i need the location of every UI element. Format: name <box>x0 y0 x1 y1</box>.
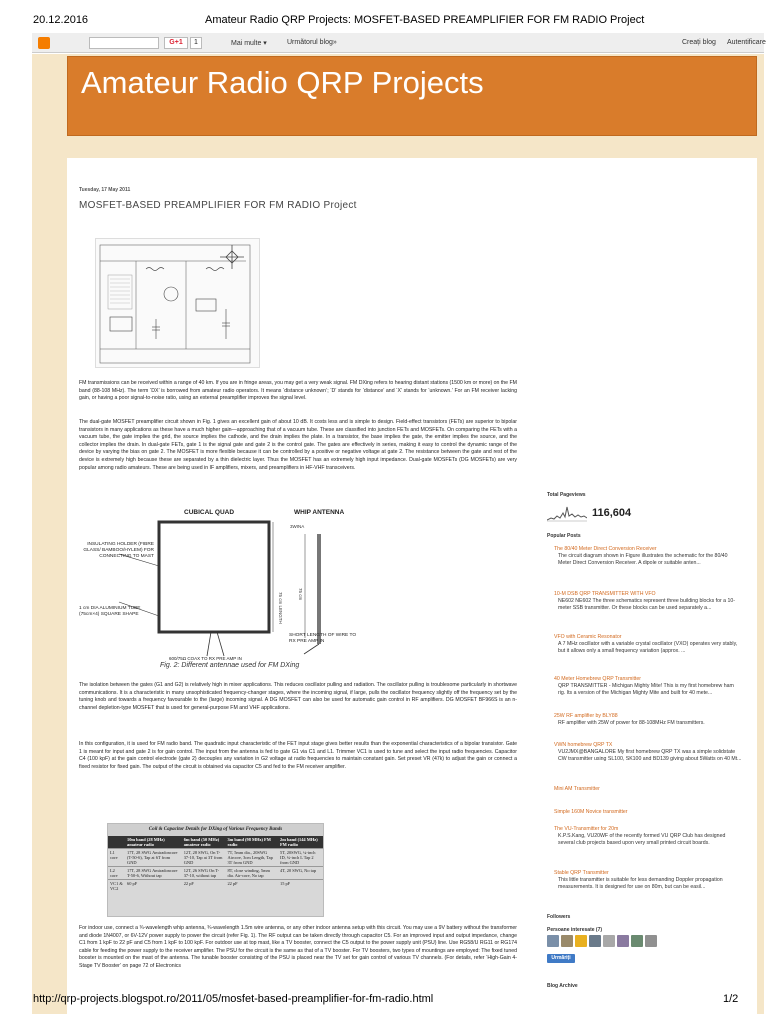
print-page-title: Amateur Radio QRP Projects: MOSFET-BASED PREAMPLIFIER FOR FM RADIO Project <box>205 14 645 26</box>
pageviews-sparkline-icon <box>547 504 587 522</box>
popular-post-snippet: This little transmitter is suitable for less demanding Doppler propagation measurements. It is designed for use on 80m, but can be easil... <box>558 877 723 890</box>
more-menu[interactable]: Mai multe ▾ <box>231 40 267 47</box>
table-cell: 17T, 28 SWG Amiradoncore (T-50-6), Tap at 6T from GND <box>125 849 182 867</box>
print-url: http://qrp-projects.blogspot.ro/2011/05/mosfet-based-preamplifier-for-fm-radio.html <box>33 993 434 1005</box>
popular-post-snippet: A 7 MHz oscillator with a variable crystal oscillator (VXO) operates very stably, but it allows only a small frequency variation (approx. ... <box>558 641 738 654</box>
popular-post-link[interactable]: VFO with Ceramic Resonator <box>554 634 622 640</box>
popular-post-snippet: K.P.S.Kang, VU20WF of the recently formed VU QRP Club has designed several club projects based upon very small printed circuit boards. <box>558 833 726 846</box>
blog-title[interactable]: Amateur Radio QRP Projects <box>81 65 484 100</box>
popular-post-item <box>554 742 742 762</box>
popular-post-item <box>554 591 742 611</box>
table-header: 6m band (50 MHz) amateur radio <box>182 836 226 849</box>
popular-post-snippet: VU2JMX@BANGALORE My first homebrew QRP TX was a simple solidstate CW transmitter using SL100, SK100 and BD139 giving about 5Watts on 40 Mt... <box>558 749 742 762</box>
label-insulating-holder: INSULATING HOLDER (FIBRE GLASS/ BAMBOO/HYLEM) FOR CONNECTING TO MAST <box>83 542 154 559</box>
table-cell: 22 pF <box>182 880 226 893</box>
post-date: Tuesday, 17 May 2011 <box>79 187 131 193</box>
post-paragraph-2: The dual-gate MOSFET preamplifier circuit shown in Fig. 1 gives an excellent gain of about 10 dB. It costs less and is simple to design. Field-effect transistors (FETs) are superior to bipolar transistors in many applications as these have a much higher gain—approaching that of a vacuum tube. These are classified into junction FETs and MOSFETs. On comparing the FETs with a vacuum tube, the gate implies the grid, the source implies the cathode, and the drain implies the plate. In a transistor, the base implies the gate, the emitter implies the source, and the collector implies the drain. In dual-gate FETs, gate 1 is the signal gate and gate 2 is the control gate. The gates are effectively in series, making it easy to control the dynamic range of the device by varying the bias on gate 2. The MOSFET is more flexible because it can be controlled by a positive or negative voltage at gate 2. The resistance between the gate and rest of the device is extremely high because these are separated by a thin dielectric layer. Thus the MOSFET has an extremely high input impedance. Dual-gate MOSFETs (DG MOSFETs) are very popular among radio amateurs. These are being used in IF amplifiers, mixers, and preamplifiers in HF-VHF transceivers. <box>79 419 517 471</box>
popular-post-link[interactable]: 40 Meter Homebrew QRP Transmitter <box>554 676 641 682</box>
print-date: 20.12.2016 <box>33 14 89 26</box>
popular-post-link[interactable]: Simple 160M Novice transmitter <box>554 809 628 815</box>
follower-avatar[interactable] <box>575 935 587 947</box>
popular-post-link[interactable]: Mini AM Transmitter <box>554 786 600 792</box>
circuit-schematic-image <box>95 238 260 368</box>
print-header <box>0 0 768 30</box>
table-cell: 22 pF <box>225 880 278 893</box>
pageviews-count: 116,604 <box>592 507 632 519</box>
table-header <box>108 836 125 849</box>
antenna-figure <box>79 506 360 673</box>
table-header: 3m band (98 MHz) FM radio <box>225 836 278 849</box>
table-cell: 12T, 28 SWG, On T-37-10, Tap at 3T from GND <box>182 849 226 867</box>
table-cell: 12T, 26 SWG On T-37-10, without tap <box>182 867 226 880</box>
blogger-navbar <box>32 33 764 53</box>
popular-post-snippet: NE602 NE602 The three schematics represent three building blocks for a 10-meter SSB transmitter. Or these blocks can be used separately a... <box>558 598 735 611</box>
blogger-logo-icon[interactable] <box>38 37 50 49</box>
popular-post-link[interactable]: 25W RF amplifier by BLY88 <box>554 713 618 719</box>
coil-capacitor-table <box>107 823 324 917</box>
popular-post-item <box>554 713 742 727</box>
table-header: 2m band (144 MHz) FM radio <box>278 836 323 849</box>
label-wire: 3WINA <box>290 524 305 529</box>
post-paragraph-3: The isolation between the gates (G1 and G2) is relatively high in mixer applications. This reduces oscillator pulling and radiation. The oscillator pulling is troublesome particularly in shortwave communications. It is a characteristic in many unsophisticated frequency-changer stages, where the incoming signal, if large, pulls the oscillator frequency slightly off the frequency set by the tuning knob and towards a frequency favourable to the (large) incoming signal. A DG MOSFET can also be used for automatic gain control in RF amplifiers. DG MOSFET BF966S is an n-channel depletion-type MOSFET that is used for general-purpose FM and VHF applications. <box>79 682 517 711</box>
table-row <box>108 880 323 893</box>
follower-avatar[interactable] <box>631 935 643 947</box>
gplus-button[interactable]: G+1 <box>164 37 188 49</box>
table-cell: 17T, 28 SWG Amiradoncore T-50-6, Without tap <box>125 867 182 880</box>
table-cell: VC1 & VC2 <box>108 880 125 893</box>
table-header-row <box>108 836 323 849</box>
blog-archive-heading: Blog Archive <box>547 983 578 989</box>
popular-post-snippet: RF amplifier with 25W of power for 88-108MHz FM transmitters. <box>558 720 705 726</box>
table-cell: L1 core <box>108 849 125 867</box>
follower-avatar[interactable] <box>589 935 601 947</box>
popular-post-item <box>554 546 742 566</box>
popular-post-link[interactable]: VWN homebrew QRP TX <box>554 742 613 748</box>
table-cell: L2 core <box>108 867 125 880</box>
popular-post-item <box>554 786 742 793</box>
popular-post-item <box>554 870 742 890</box>
popular-post-item <box>554 634 742 654</box>
label-dim1: 75 cm LENGTH <box>278 592 283 624</box>
table-row <box>108 849 323 867</box>
blog-header <box>67 56 757 136</box>
popular-post-item <box>554 676 742 696</box>
popular-post-link[interactable]: 10-M DSB QRP TRANSMITTER WITH VFO <box>554 591 656 597</box>
popular-post-link[interactable]: Stable QRP Transmitter <box>554 870 609 876</box>
table-cell: 60 pF <box>125 880 182 893</box>
print-page-number: 1/2 <box>723 993 739 1005</box>
follower-avatar[interactable] <box>617 935 629 947</box>
table-caption: Coil & Capacitor Details for DXing of Various Frequency Bands <box>108 824 323 836</box>
table-cell: 8T, close winding, 5mm dia. Air-core, No tap <box>225 867 278 880</box>
next-blog-link[interactable]: Următorul blog» <box>287 39 337 46</box>
search-input[interactable] <box>89 37 159 49</box>
popular-post-snippet: The circuit diagram shown in Figure illustrates the schematic for the 80/40 Meter Direct Conversion Receiver. A dipole or suitable anten... <box>558 553 728 566</box>
post-paragraph-4: In this configuration, it is used for FM radio band. The quadratic input characteristic of the FET input stage gives better results than the exponential characteristics of a bipolar transistor. Gate 1 is meant for input and gate 2 is for gain control. The input from the antenna is fed to gate G1 via C1 and L1. Trimmer VC1 is used to tune and select the input radio frequencies. Capacitor C4 (100 kpF) at the gain control electrode (gate 2) decouples any variation in G2 voltage at radio frequencies to maintain constant gain. Set preset VR (47k) to adjust the gain or connect a fixed resistor for fixed gain. The output of the circuit is obtained via capacitor C5 and fed to the FM receiver amplifier. <box>79 741 517 770</box>
table-cell: 4T, 20 SWG, No tap <box>278 867 323 880</box>
label-aluminium-tube: 1 cm DIA ALUMINIUM TUBE (75cm×4) SQUARE SHAPE <box>79 606 141 617</box>
follower-avatar[interactable] <box>603 935 615 947</box>
followers-heading: Followers <box>547 914 571 920</box>
label-cubical-quad: CUBICAL QUAD <box>184 509 235 516</box>
popular-post-snippet: QRP TRANSMITTER - Michigan Mighty Mite! This is my first homebrew ham rig. Its a version of the Michigan Mighty Mite and built for 40 mete... <box>558 683 734 696</box>
popular-posts-heading: Popular Posts <box>547 533 581 539</box>
follow-button[interactable]: Urmăriți <box>547 954 575 963</box>
table-cell: 15 pF <box>278 880 323 893</box>
table-header: 10m band (28 MHz) amateur radio <box>125 836 182 849</box>
pageviews-heading: Total Pageviews <box>547 492 586 498</box>
post-paragraph-5: For indoor use, connect a ¾-wavelength whip antenna, ¾-wavelength 1.5m wire antenna, or any other indoor antenna setup with this circuit. You may use a 9V battery without the transformer and diode 1N4007, or 6V-12V power supply to power the circuit (refer Fig. 1). The RF output can be taken directly through capacitor C5. For an improved input and output impedance, change C1 from 1 kpF to 22 pF and C5 from 1 kpF to 100 kpF. For outdoor use at top mast, like a TV booster, connect the C5 output to the power supply unit (PSU) line. Use RG58/U RG11 or RG174 cable for feeding the power supply to the receiver amplifier. The PSU for the circuit is the same as that of a TV booster. For TV boosters, two types of mountings are employed: The fixed tuned booster is mounted on the mast of the antenna. The tunable booster consisting of the PSU is placed near the TV set for gain control of various TV channels. (For details, refer ‘High-Gain 4-Stage TV Booster’ on page 72 of Electronics <box>79 925 517 969</box>
follower-avatar[interactable] <box>645 935 657 947</box>
table-cell: 7T, 5mm dia., 20SWG Aircore, 3cm Length, Tap 3T from GND <box>225 849 278 867</box>
figure-caption: Fig. 2: Different antennae used for FM DXing <box>160 662 300 669</box>
follower-avatar[interactable] <box>547 935 559 947</box>
label-dim2: 75 cm <box>298 588 303 601</box>
gplus-count: 1 <box>190 37 202 49</box>
sign-in-link[interactable]: Autentificare <box>727 39 766 46</box>
table-cell: 5T, 20SWG, ¼-inch ID, ¾-inch L Tap 2 from GND <box>278 849 323 867</box>
follower-avatar[interactable] <box>561 935 573 947</box>
label-coax: 600/75Ω COAX TO RX PRE AMP IN <box>169 656 242 661</box>
popular-post-link[interactable]: The VU-Transmitter for 20m <box>554 826 619 832</box>
followers-members-label: Persoane interesate (7) <box>547 927 603 933</box>
popular-post-item <box>554 826 742 846</box>
create-blog-link[interactable]: Creați blog <box>682 39 716 46</box>
post-title: MOSFET-BASED PREAMPLIFIER FOR FM RADIO Project <box>79 200 357 211</box>
popular-post-link[interactable]: The 80/40 Meter Direct Conversion Receiver <box>554 546 657 552</box>
post-paragraph-1: FM transmissions can be received within a range of 40 km. If you are in fringe areas, you may get a very weak signal. FM DXing refers to hearing distant stations (1500 km or more) on the FM band (88-108 MHz). The term ‘DX’ is borrowed from amateur radio operators. It means ‘distance unknown’; ‘D’ stands for ‘distance’ and ‘X’ stands for ‘unknown.’ For an FM receiver lacking gain, or having a poor signal-to-noise ratio, using an external preamplifier improves the signal level. <box>79 380 517 402</box>
popular-post-item <box>554 809 742 816</box>
label-whip-antenna: WHIP ANTENNA <box>294 509 345 516</box>
table-row <box>108 867 323 880</box>
label-short-wire: SHORT LENGTH OF WIRE TO RX PRE AMP IN <box>289 633 357 644</box>
